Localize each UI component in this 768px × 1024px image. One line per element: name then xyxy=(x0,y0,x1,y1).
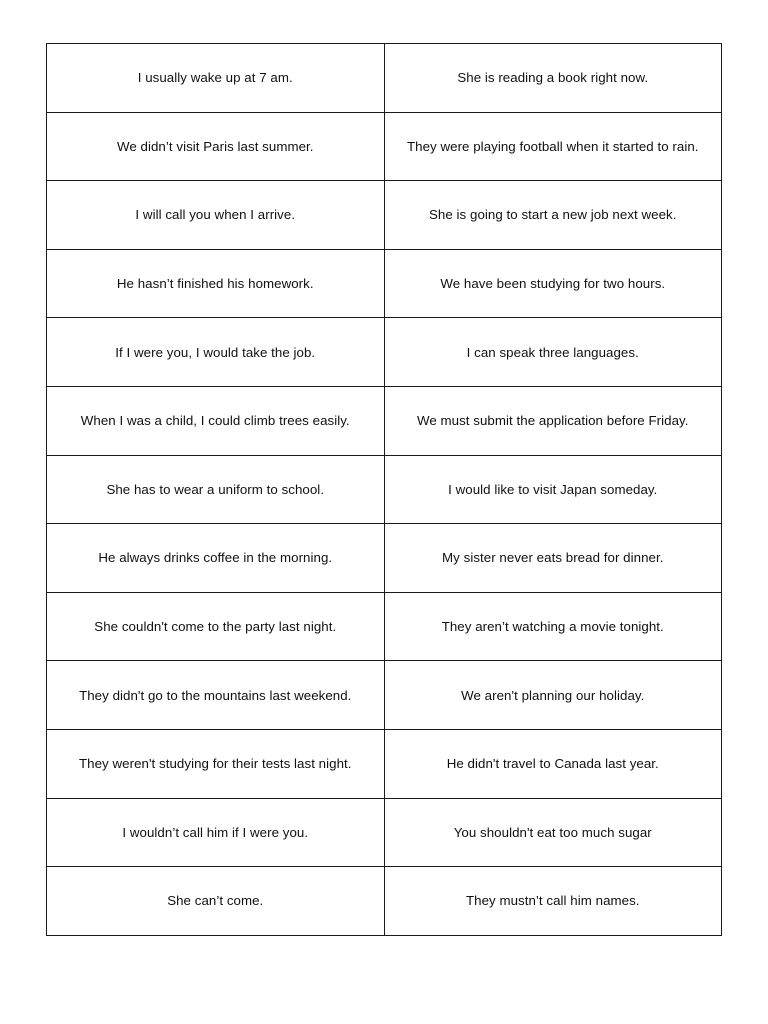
table-row xyxy=(47,386,722,455)
sentence-card: They weren't studying for their tests last night. xyxy=(47,729,385,798)
sentence-card: He always drinks coffee in the morning. xyxy=(47,524,385,593)
sentence-card: We must submit the application before Friday. xyxy=(384,386,722,455)
sentence-card: She has to wear a uniform to school. xyxy=(47,455,385,524)
sentence-card: I wouldn’t call him if I were you. xyxy=(47,798,385,867)
sentence-card: They were playing football when it started to rain. xyxy=(384,112,722,181)
sentence-card: She is reading a book right now. xyxy=(384,44,722,113)
table-row xyxy=(47,867,722,936)
sentence-card: You shouldn't eat too much sugar xyxy=(384,798,722,867)
table-row xyxy=(47,729,722,798)
sentence-card: He didn't travel to Canada last year. xyxy=(384,729,722,798)
sentence-card: I usually wake up at 7 am. xyxy=(47,44,385,113)
sentence-card: They aren’t watching a movie tonight. xyxy=(384,592,722,661)
table-row xyxy=(47,524,722,593)
sentence-card: I would like to visit Japan someday. xyxy=(384,455,722,524)
table-row xyxy=(47,661,722,730)
table-row xyxy=(47,592,722,661)
sentence-card: They mustn’t call him names. xyxy=(384,867,722,936)
table-row xyxy=(47,798,722,867)
table-row xyxy=(47,181,722,250)
sentence-card: She is going to start a new job next week. xyxy=(384,181,722,250)
table-row xyxy=(47,249,722,318)
table-row xyxy=(47,44,722,113)
sentence-card: She can’t come. xyxy=(47,867,385,936)
sentence-cards-table xyxy=(46,43,722,936)
sentence-card: When I was a child, I could climb trees easily. xyxy=(47,386,385,455)
sentence-card: If I were you, I would take the job. xyxy=(47,318,385,387)
sentence-card: We didn’t visit Paris last summer. xyxy=(47,112,385,181)
sentence-card: We aren't planning our holiday. xyxy=(384,661,722,730)
sentence-card: She couldn't come to the party last night. xyxy=(47,592,385,661)
table-row xyxy=(47,455,722,524)
sentence-card: He hasn’t finished his homework. xyxy=(47,249,385,318)
table-row xyxy=(47,112,722,181)
sentence-card: We have been studying for two hours. xyxy=(384,249,722,318)
sentence-card: I will call you when I arrive. xyxy=(47,181,385,250)
table-row xyxy=(47,318,722,387)
sentence-card: I can speak three languages. xyxy=(384,318,722,387)
sentence-card: They didn't go to the mountains last weekend. xyxy=(47,661,385,730)
sentence-card: My sister never eats bread for dinner. xyxy=(384,524,722,593)
